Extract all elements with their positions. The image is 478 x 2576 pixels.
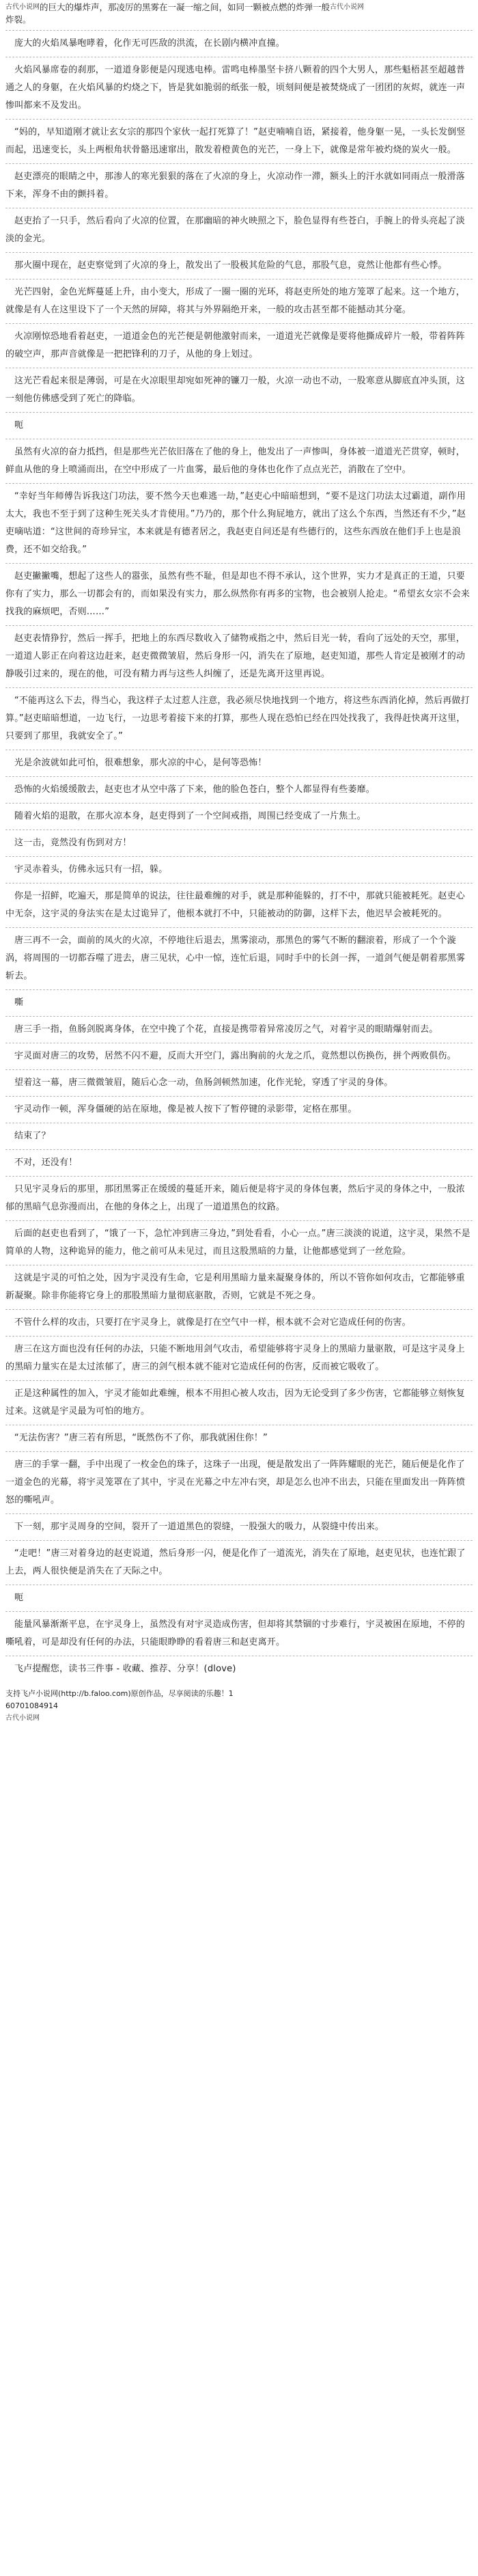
paragraph: 这光芒看起来很是薄弱，可是在火凉眼里却宛如死神的镰刀一般，火凉一动也不动，一股寒意从脚底直冲头顶，这一刻他仿佛感受到了死亡的降临。 bbox=[5, 376, 466, 404]
divider bbox=[5, 1016, 473, 1017]
divider bbox=[5, 1380, 473, 1381]
divider bbox=[5, 1611, 473, 1612]
paragraph: 你是一招鲜，吃遍天，那是简单的说法，往往最难缠的对手，就是那种能躲的，打不中，那就只能被耗死。赵吏心中无奈，这宇灵的身法实在是太过诡异了，他根本就打不中，只能被动的防御，这样下去，他迟早会被耗死的。 bbox=[5, 891, 466, 919]
paragraph: 只见宇灵身后的那里，那团黑雾正在缓缓的蔓延开来，随后便是将宇灵的身体包裹，然后宇灵的身体之中，一股浓郁的黑暗气息弥漫而出，在他的身体之上，出现了一道道黑色的纹路。 bbox=[5, 1184, 466, 1212]
divider bbox=[5, 625, 473, 626]
divider bbox=[5, 323, 473, 324]
divider bbox=[5, 1513, 473, 1514]
paragraph: 嘶 bbox=[14, 998, 24, 1008]
paragraph: 呃 bbox=[14, 420, 24, 430]
paragraph: 赵吏漂亮的眼睛之中，那渗人的寒光狠狠的落在了火凉的身上，火凉动作一滞，额头上的汗水就如同雨点一般滑落下来，浑身不由的颤抖着。 bbox=[5, 172, 466, 200]
paragraph: 虽然有火凉的奋力抵挡，但是那些光芒依旧落在了他的身上，他发出了一声惨叫，身体被一道道光芒贯穿，顿时，鲜血从他的身上喷涌而出，在空中形成了一片血雾，最后他的身体也化作了点点光芒，消散在了空中。 bbox=[5, 447, 466, 475]
divider bbox=[5, 412, 473, 413]
paragraph: 能量风暴渐渐平息，在宇灵身上，虽然没有对宇灵造成伤害，但却将其禁锢的寸步难行，宇灵被困在原地，不停的嘶吼着，可是却没有任何的办法，只能眼睁睁的看着唐三和赵吏离开。 bbox=[5, 1619, 466, 1647]
site-tag-right[interactable]: 古代小说网 bbox=[330, 3, 365, 11]
divider bbox=[5, 252, 473, 253]
divider bbox=[5, 1309, 473, 1310]
paragraph: “幸好当年师傅告诉我这门功法，要不然今天也难逃一劫，”赵吏心中暗暗想到，“要不是这门功法太过霸道，副作用太大，我也不至于到了这种生死关头才肯使用。”乃乃的，那个什么狗屁地方，就出了这么个东西，当然还有不少，”赵吏嘀咕道：“这世间的奇珍异宝，本来就是有德者居之，我赵吏自问还是有些德行的，这些东西放在他们手上也是浪费，还不如交给我。” bbox=[5, 491, 466, 555]
paragraph: 恐怖的火焰缓缓散去，赵吏也才从空中落了下来，他的脸色苍白，整个人都显得有些萎靡。 bbox=[14, 784, 376, 795]
divider bbox=[5, 803, 473, 804]
footer bbox=[5, 1688, 473, 1725]
paragraph: 唐三的手掌一翻，手中出现了一枚金色的珠子，这珠子一出现，便是散发出了一阵阵耀眼的光芒，随后便是化作了一道金色的光幕，将宇灵笼罩在了其中，宇灵在光幕之中左冲右突，却是怎么也冲不出去，只能在里面发出一阵阵愤怒的嘶吼声。 bbox=[5, 1460, 466, 1505]
paragraph: 光芒四射，金色光辉蔓延上升，由小变大，形成了一圈一圈的光环，将赵吏所处的地方笼罩了起来。这一个地方，就像是有人在这里设下了一个天然的屏障，将其与外界隔绝开来，一般的攻击甚至都不能撼动其分毫。 bbox=[5, 287, 466, 315]
divider bbox=[5, 1540, 473, 1541]
paragraph: 唐三在这方面也没有任何的办法，只能不断地用剑气攻击，希望能够将宇灵身上的黑暗力量驱散，可是这宇灵身上的黑暗力量实在是太过浓郁了，唐三的剑气根本就不能对它造成任何的伤害，反而被它吸收了。 bbox=[5, 1344, 466, 1372]
paragraph: “走吧！”唐三对着身边的赵吏说道，然后身形一闪，便是化作了一道流光，消失在了原地，赵吏见状，也连忙跟了上去，两人很快便是消失在了天际之中。 bbox=[5, 1548, 466, 1576]
closing-line: 飞卢提醒您，读书三件事 - 收藏、推荐、分享！(dlove) bbox=[14, 1664, 236, 1674]
paragraph: 庞大的火焰凤暴咆哮着，化作无可匹敌的洪流，在长剧内横冲直撞。 bbox=[14, 38, 285, 49]
divider bbox=[5, 776, 473, 777]
divider bbox=[5, 1096, 473, 1097]
article-body bbox=[5, 30, 473, 1652]
paragraph: 下一刻，那宇灵周身的空间，裂开了一道道黑色的裂缝，一股强大的吸力，从裂缝中传出来。 bbox=[14, 1522, 384, 1532]
paragraph: 正是这种属性的加入，宇灵才能如此难缠，根本不用担心被人攻击，因为无论受到了多少伤害，它都能够立刻恢复过来。这就是宇灵最为可怕的地方。 bbox=[5, 1388, 466, 1416]
divider bbox=[5, 927, 473, 928]
paragraph: 光是余波就如此可怕，很难想象，那火凉的中心，是何等恐怖！ bbox=[14, 758, 267, 768]
paragraph: 望着这一幕，唐三微微皱眉，随后心念一动，鱼肠剑顿然加速，化作光轮，穿透了宇灵的身体。 bbox=[14, 1078, 393, 1088]
id-number: 60701084914 bbox=[5, 1701, 58, 1710]
paragraph: 呃 bbox=[14, 1593, 24, 1603]
paragraph: 那火圈中现在，赵吏察觉到了火凉的身上，散发出了一股极其危险的气息，那股气息，竟然让他都有些心悸。 bbox=[14, 260, 447, 271]
paragraph: 火凉刚惊恐地看着赵吏，一道道金色的光芒便是朝他激射而来，一道道光芒就像是要将他撕成碎片一般，带着阵阵的破空声，那声音就像是一把把锋利的刀子，从他的身上划过。 bbox=[5, 331, 466, 359]
paragraph: “不能再这么下去，得当心，我这样子太过惹人注意，我必须尽快地找到一个地方，将这些东西消化掉，然后再做打算。”赵吏暗暗想道，一边飞行，一边思考着接下来的打算，那些人现在恐怕已经在四处找我了，我得赶快离开这里，只要到了那里，我就安全了。” bbox=[5, 696, 470, 741]
article-intro bbox=[5, 1, 473, 14]
support-line[interactable]: 支持飞卢小说网(http://b.faloo.com)原创作品，尽享阅读的乐趣！1 bbox=[5, 1689, 234, 1698]
paragraph: 宇灵动作一顿，浑身僵硬的站在原地，像是被人按下了暂停键的录影带，定格在那里。 bbox=[14, 1104, 357, 1114]
divider bbox=[5, 1451, 473, 1452]
divider bbox=[5, 687, 473, 688]
intro-text: 的巨大的爆炸声，那凌厉的黑雾在一凝一缩之间，如同一颗被点燃的炸弹一般 bbox=[40, 2, 331, 12]
paragraph: “妈的，早知道刚才就让玄女宗的那四个家伙一起打死算了！”赵吏喃喃自语，紧接着，他身躯一晃，一头长发倒竖而起，迅速变长，头上两根角状骨骼迅速窜出，散发着橙黄色的光芒，一身上下，就像是常年被灼烧的炭火一般。 bbox=[5, 127, 466, 155]
paragraph: 赵吏抬了一只手，然后看向了火凉的位置，在那幽暗的神火映照之下，脸色显得有些苍白，手腕上的骨头亮起了淡淡的金光。 bbox=[5, 216, 466, 244]
divider bbox=[5, 1220, 473, 1221]
divider bbox=[5, 483, 473, 484]
paragraph: 随着火焰的退散，在那火凉本身，赵吏得到了一个空间戒指，周围已经变成了一片焦土。 bbox=[14, 811, 366, 821]
paragraph: 宇灵赤着头，仿佛永远只有一招，躲。 bbox=[14, 864, 168, 875]
paragraph: 赵吏撇撇嘴，想起了这些人的嚣张，虽然有些不耻，但是却也不得不承认，这个世界，实力才是真正的王道，只要你有了实力，那么一切都会有的，而如果没有实力，那么纵然你有再多的宝物，也会被别人抢走。“希望玄女宗不会来找我的麻烦吧，否则……” bbox=[5, 571, 470, 617]
divider bbox=[5, 989, 473, 990]
paragraph: 结束了？ bbox=[14, 1131, 51, 1141]
divider bbox=[5, 1069, 473, 1070]
site-tag-left[interactable]: 古代小说网 bbox=[5, 3, 40, 11]
divider bbox=[5, 1149, 473, 1150]
paragraph: “无法伤害？”唐三若有所思，“既然伤不了你，那我就困住你！” bbox=[14, 1433, 268, 1443]
paragraph: 这就是宇灵的可怕之处，因为宇灵没有生命，它是利用黑暗力量来凝聚身体的，所以不管你如何攻击，它都能够重新凝聚。除非你能将它身上的那股黑暗力量彻底驱散，否则，它就是不死之身。 bbox=[5, 1273, 466, 1301]
divider bbox=[5, 163, 473, 164]
intro-end-text: 炸裂。 bbox=[5, 14, 31, 25]
paragraph: 唐三再不一会，面前的凤火的火凉，不停地往后退去，黑雾滚动，那黑色的雾气不断的翻滚着，形成了一个个漩涡，将周围的一切都吞噬了进去，唐三见状，心中一惊，连忙后退，同时手中的长剑一挥，一道剑气便是朝着那黑雾斩去。 bbox=[5, 935, 466, 981]
paragraph: 唐三手一指，鱼肠剑脱离身体，在空中挽了个花，直接是携带着异常凌厉之气，对着宇灵的眼睛爆射而去。 bbox=[14, 1024, 438, 1034]
paragraph: 不管什么样的攻击，只要打在宇灵身上，就像是打在空气中一样，根本就不会对它造成任何的伤害。 bbox=[14, 1317, 411, 1328]
divider bbox=[5, 119, 473, 120]
paragraph: 后面的赵吏也看到了，“饿了一下，急忙冲到唐三身边，”到处看看，小心一点。”唐三淡淡的说道，这宇灵，果然不是简单的人物，这种诡异的能力，他之前可从未见过，而且这股黑暗的力量，让他都感觉到了一丝危险。 bbox=[5, 1229, 470, 1257]
divider bbox=[5, 1336, 473, 1337]
divider bbox=[5, 563, 473, 564]
paragraph: 宇灵面对唐三的攻势，居然不闪不避，反而大开空门，露出胸前的火龙之爪，竟然想以伤换伤，拼个两败俱伤。 bbox=[14, 1051, 456, 1061]
paragraph: 火焰风暴席卷的刹那，一道道身影便是闪现逃电棒。雷鸣电棒墨坚卡挤八颗着的四个大男人，那些魁梧甚至超越普通之人的身躯，在火焰风暴的灼烧之下，皆是犹如脆弱的纸张一般，顷刻间便是被焚烧成了一团团的灰烬，就连一声惨叫都来不及发出。 bbox=[5, 65, 466, 111]
divider bbox=[5, 856, 473, 857]
paragraph: 这一击，竟然没有伤到对方！ bbox=[14, 838, 132, 848]
intro-end bbox=[5, 14, 473, 26]
paragraph: 不对，还没有！ bbox=[14, 1157, 78, 1168]
paragraph: 赵吏表情狰狞，然后一挥手，把地上的东西尽数收入了储物戒指之中，然后目光一转，看向了远处的天空，那里，一道道人影正在向着这边赶来，赵吏微微皱眉，然后身形一闪，消失在了原地，赵吏知道，那些人肯定是被刚才的动静吸引过来的，现在的他，可没有精力再与这些人纠缠了，还是先离开这里再说。 bbox=[5, 633, 466, 679]
footer-site-tag[interactable]: 古代小说网 bbox=[5, 1714, 40, 1722]
divider bbox=[5, 1176, 473, 1177]
divider bbox=[5, 30, 473, 31]
